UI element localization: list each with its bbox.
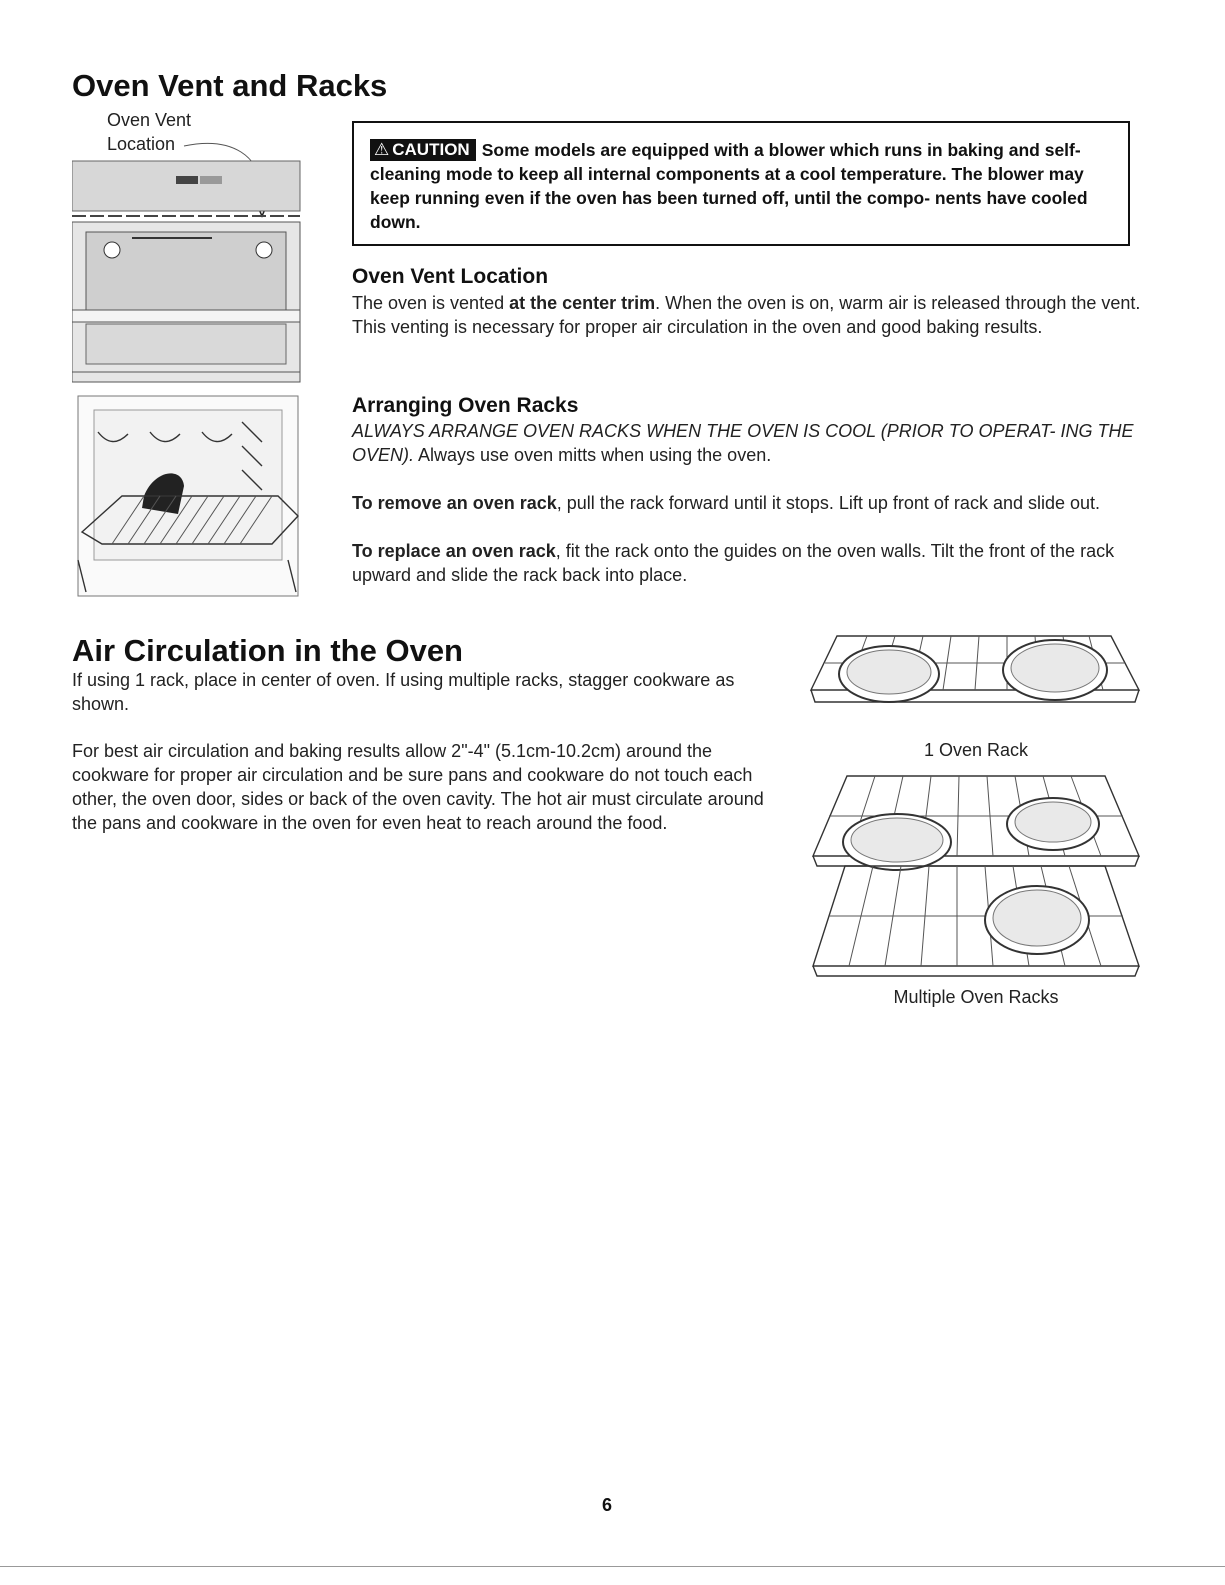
one-oven-rack-illustration — [805, 630, 1145, 710]
air-circulation-para2: For best air circulation and baking results allow 2"-4" (5.1cm-10.2cm) around the cookware for proper air circulation and be sure pans and cookware do not touch each other, the oven door, sides or back of the oven cavity. The hot air must circulate around the pans and cookware in the oven for even heat to reach around the food. — [72, 741, 764, 833]
vent-text-post: . When the oven is on, warm air is released through the vent. This venting is necessary for proper air circulation in the oven and good baking results. — [352, 293, 1141, 337]
replace-rack-bold: To replace an oven rack — [352, 541, 556, 561]
caution-badge-label: CAUTION — [392, 140, 470, 159]
figure-label-line1: Oven Vent — [107, 110, 192, 130]
oven-vent-location-text — [352, 291, 1142, 339]
figure-label-line2: Location — [107, 134, 176, 154]
vent-text-bold: at the center trim — [509, 293, 656, 313]
arranging-after-italic: Always use oven mitts when using the oven. — [414, 445, 772, 465]
replace-rack-rest: , fit the rack onto the guides on the oven walls. Tilt the front of the rack upward and slide the rack back into place. — [352, 541, 1115, 585]
oven-front-illustration — [72, 136, 304, 384]
section-title-oven-vent-and-racks: Oven Vent and Racks — [72, 68, 388, 103]
vent-text-pre: The oven is vented — [352, 293, 510, 313]
remove-rack-rest: , pull the rack forward until it stops. Lift up front of rack and slide out. — [556, 493, 1101, 513]
section-title-air-circulation: Air Circulation in the Oven — [72, 633, 463, 668]
air-circulation-para1: If using 1 rack, place in center of oven. If using multiple racks, stagger cookware as shown. — [72, 670, 735, 714]
caution-text: Some models are equipped with a blower which runs in baking and self-cleaning mode to keep all internal components at a cool temperature. The blower may keep running even if the oven has been turned off, until the compo- nents have cooled down. — [370, 140, 1088, 232]
page-number: 6 — [601, 1495, 612, 1515]
heading-arranging-oven-racks: Arranging Oven Racks — [352, 394, 579, 417]
caption-one-oven-rack: 1 Oven Rack — [923, 740, 1029, 760]
replace-rack-text — [352, 539, 1142, 587]
multiple-oven-racks-illustration — [805, 770, 1145, 980]
caution-badge — [370, 139, 476, 161]
caption-multiple-oven-racks: Multiple Oven Racks — [893, 987, 1059, 1007]
remove-rack-bold: To remove an oven rack — [352, 493, 557, 513]
arranging-caution-text — [352, 419, 1137, 467]
arranging-italic: ALWAYS ARRANGE OVEN RACKS WHEN THE OVEN IS COOL (PRIOR TO OPERAT- ING THE OVEN). — [352, 421, 1134, 465]
oven-interior-rack-illustration — [72, 392, 304, 604]
heading-oven-vent-location: Oven Vent Location — [352, 265, 549, 288]
warning-triangle-icon: ⚠ — [374, 140, 390, 159]
remove-rack-text — [352, 491, 1142, 515]
bottom-rule — [0, 1566, 1225, 1567]
caution-box — [352, 121, 1130, 246]
